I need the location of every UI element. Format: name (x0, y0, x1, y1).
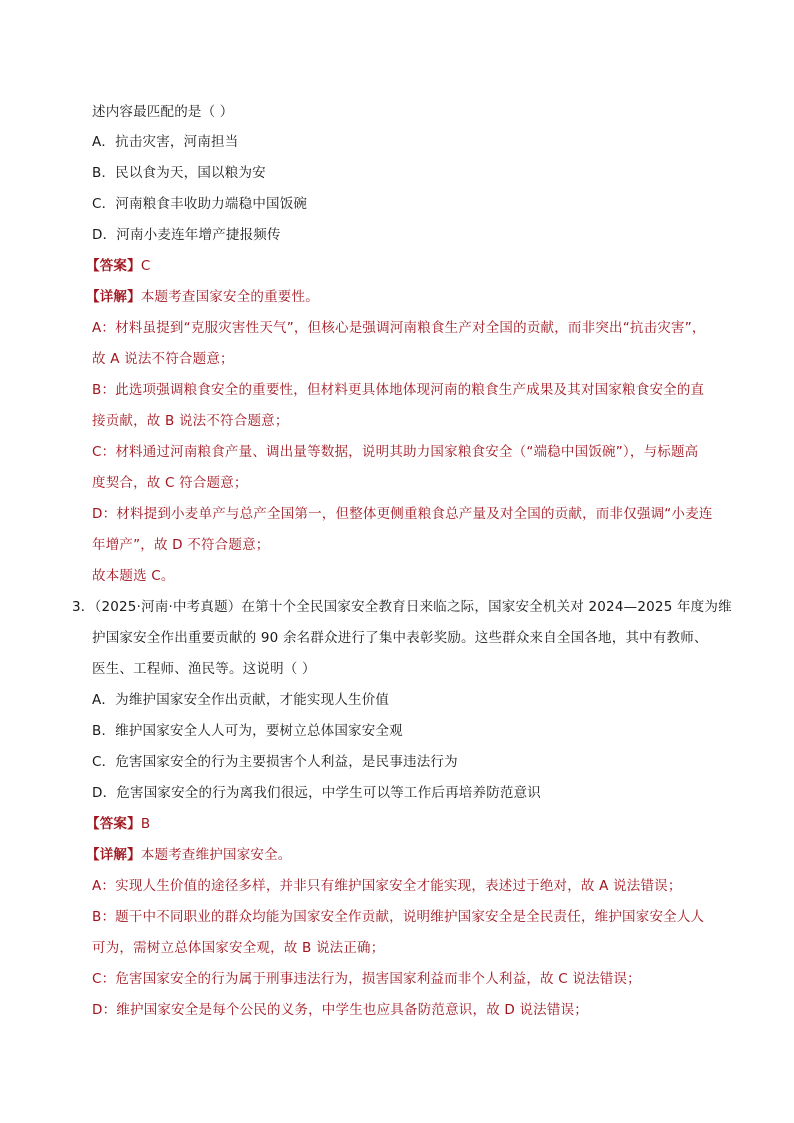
q3-stem-line: 护国家安全作出重要贡献的 90 余名群众进行了集中表彰奖励。这些群众来自全国各地，其中有教师、 (92, 630, 708, 646)
q2-conclusion: 故本题选 C。 (92, 568, 175, 584)
q2-analysis-line: D：材料提到小麦单产与总产全国第一，但整体更侧重粮食总产量及对全国的贡献，而非仅强调“小麦连 (92, 506, 713, 522)
q2-answer-value: C (140, 258, 151, 274)
q2-analysis-line: 年增产”，故 D 不符合题意； (92, 537, 270, 553)
q2-analysis-line: 故 A 说法不符合题意； (92, 351, 234, 367)
q3-stem-line: 3．（2025·河南·中考真题）在第十个全民国家安全教育日来临之际，国家安全机关对 2024—2025 年度为维 (72, 599, 732, 615)
q3-answer (86, 814, 150, 834)
q3-explain-intro: 本题考查维护国家安全。 (140, 847, 292, 863)
q2-option-a: A．抗击灾害，河南担当 (92, 134, 239, 150)
q2-option-d: D．河南小麦连年增产捷报频传 (92, 227, 281, 243)
q3-option-b: B．维护国家安全人人可为，要树立总体国家安全观 (92, 723, 403, 739)
q2-analysis-line: C：材料通过河南粮食产量、调出量等数据，说明其助力国家粮食安全（“端稳中国饭碗”），与标题高 (92, 444, 699, 460)
q2-analysis-line: B：此选项强调粮食安全的重要性，但材料更具体地体现河南的粮食生产成果及其对国家粮食安全的直 (92, 382, 705, 398)
q2-analysis-line: 接贡献，故 B 说法不符合题意； (92, 413, 289, 429)
q3-option-d: D．危害国家安全的行为离我们很远，中学生可以等工作后再培养防范意识 (92, 785, 541, 801)
q3-explain-tag: 【详解】 (86, 847, 141, 863)
q3-option-a: A．为维护国家安全作出贡献，才能实现人生价值 (92, 692, 390, 708)
q3-analysis-line: B：题干中不同职业的群众均能为国家安全作贡献，说明维护国家安全是全民责任，维护国家安全人人 (92, 909, 705, 925)
q2-analysis-line: 度契合，故 C 符合题意； (92, 475, 248, 491)
q2-answer (86, 256, 150, 276)
q3-answer-tag: 【答案】 (86, 816, 141, 832)
q3-option-c: C．危害国家安全的行为主要损害个人利益，是民事违法行为 (92, 754, 458, 770)
q2-explain-tag: 【详解】 (86, 289, 141, 305)
q2-explain-intro: 本题考查国家安全的重要性。 (140, 289, 319, 305)
q2-analysis-line: A：材料虽提到“克服灾害性天气”，但核心是强调河南粮食生产对全国的贡献，而非突出“抗击灾害”， (92, 320, 706, 336)
q2-answer-tag: 【答案】 (86, 258, 141, 274)
q3-analysis-line: 可为，需树立总体国家安全观，故 B 说法正确； (92, 940, 385, 956)
q3-analysis-line: D：维护国家安全是每个公民的义务，中学生也应具备防范意识，故 D 说法错误； (92, 1002, 588, 1018)
q3-stem-line: 医生、工程师、渔民等。这说明（ ） (92, 661, 316, 677)
q2-option-c: C．河南粮食丰收助力端稳中国饭碗 (92, 196, 308, 212)
q2-stem-tail: 述内容最匹配的是（ ） (92, 104, 234, 120)
q3-analysis-line: C：危害国家安全的行为属于刑事违法行为，损害国家利益而非个人利益，故 C 说法错误； (92, 971, 641, 987)
q2-option-b: B．民以食为天，国以粮为安 (92, 165, 266, 181)
q2-explain (86, 287, 319, 307)
q3-analysis-line: A：实现人生价值的途径多样，并非只有维护国家安全才能实现，表述过于绝对，故 A 说法错误； (92, 878, 682, 894)
q3-answer-value: B (140, 816, 151, 832)
q3-explain (86, 845, 292, 865)
